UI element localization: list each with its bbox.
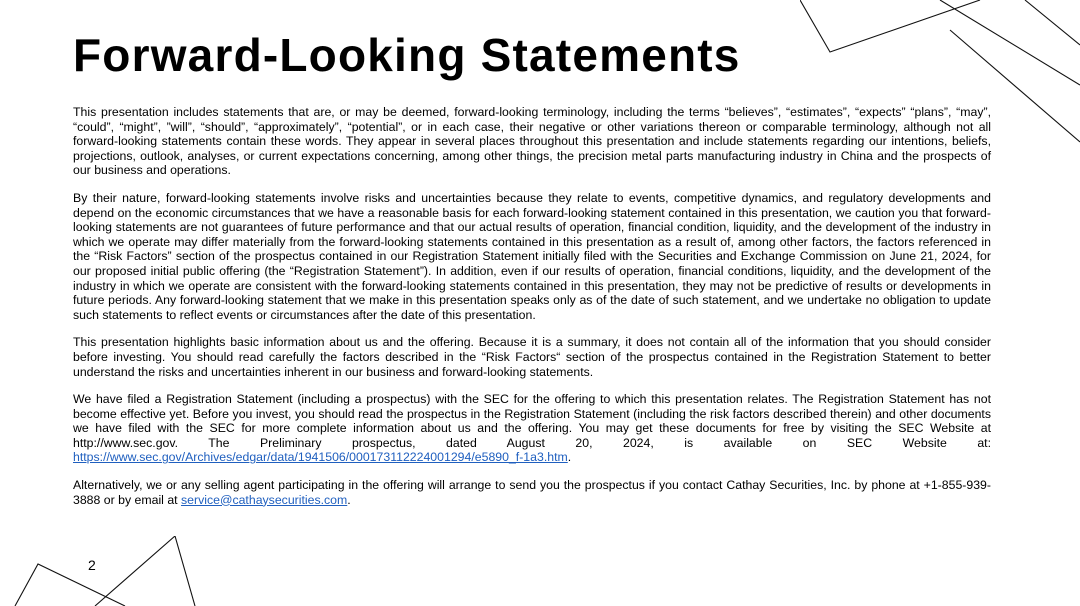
paragraph-contact <box>73 478 991 507</box>
paragraph-registration-statement <box>73 392 991 465</box>
paragraph-summary-info: This presentation highlights basic information about us and the offering. Because it is a summary, it does not contain all of the information that you should consider before investing. You should read carefully the factors described in the “Risk Factors“ section of the prospectus contained in the Registration Statement to better understand the risks and uncertainties inherent in our business and forward-looking statements. <box>73 335 991 379</box>
decorative-lines-bottom-left <box>0 536 200 606</box>
registration-text: We have filed a Registration Statement (including a prospectus) with the SEC for the offering to which this presentation relates. The Registration Statement has not become effective yet. Before you invest, you should read the prospectus in the Registration Statement (including the risk factors described therein) and other documents we have filed with the SEC for more complete information about us and the offering. You may get these documents for free by visiting the SEC Website at http://www.sec.gov. The Preliminary prospectus, dated August 20, 2024, is available on SEC Website at: <box>73 392 991 450</box>
contact-text: Alternatively, we or any selling agent participating in the offering will arrange to send you the prospectus if you contact Cathay Securities, Inc. by phone at +1-855-939-3888 or by email at <box>73 478 991 507</box>
email-link[interactable]: service@cathaysecurities.com <box>181 492 348 507</box>
contact-text-end: . <box>347 492 351 507</box>
disclaimer-body <box>73 105 991 520</box>
page-number: 2 <box>88 557 96 573</box>
sec-prospectus-link[interactable]: https://www.sec.gov/Archives/edgar/data/1941506/000173112224001294/e5890_f-1a3.htm <box>73 450 568 465</box>
paragraph-forward-looking-terms: This presentation includes statements that are, or may be deemed, forward-looking terminology, including the terms “believes”, “estimates”, “expects” “plans”, “may”, “could”, “might”, ”will”, “should”, “approximately”, “potential”, or in each case, their negative or other variations thereon or comparable terminology, although not all forward-looking statements contain these words. They appear in several places throughout this presentation and include statements regarding our intentions, beliefs, projections, outlook, analyses, or current expectations concerning, among other things, the precision metal parts manufacturing industry in China and the prospects of our business and operations. <box>73 105 991 178</box>
paragraph-risks-uncertainties: By their nature, forward-looking statements involve risks and uncertainties because they relate to events, competitive dynamics, and regulatory developments and depend on the economic circumstances that we have a reasonable basis for each forward-looking statement contained in this presentation, we caution you that forward-looking statements are not guarantees of future performance and that our actual results of operation, financial condition, liquidity, and the development of the industry in which we operate may differ materially from the forward-looking statements contained in this presentation as a result of, among other factors, the factors referenced in the “Risk Factors” section of the prospectus contained in our Registration Statement initially filed with the Securities and Exchange Commission on June 21, 2024, for our proposed initial public offering (the “Registration Statement”). In addition, even if our results of operation, financial conditions, liquidity, and the development of the industry in which we operate are consistent with the forward-looking statements contained in this presentation, they may not be predictive of results or developments in future periods. Any forward-looking statement that we make in this presentation speaks only as of the date of such statement, and we undertake no obligation to update such statements to reflect events or circumstances after the date of this presentation. <box>73 190 991 322</box>
page-title: Forward-Looking Statements <box>73 29 741 81</box>
registration-text-end: . <box>567 450 572 465</box>
